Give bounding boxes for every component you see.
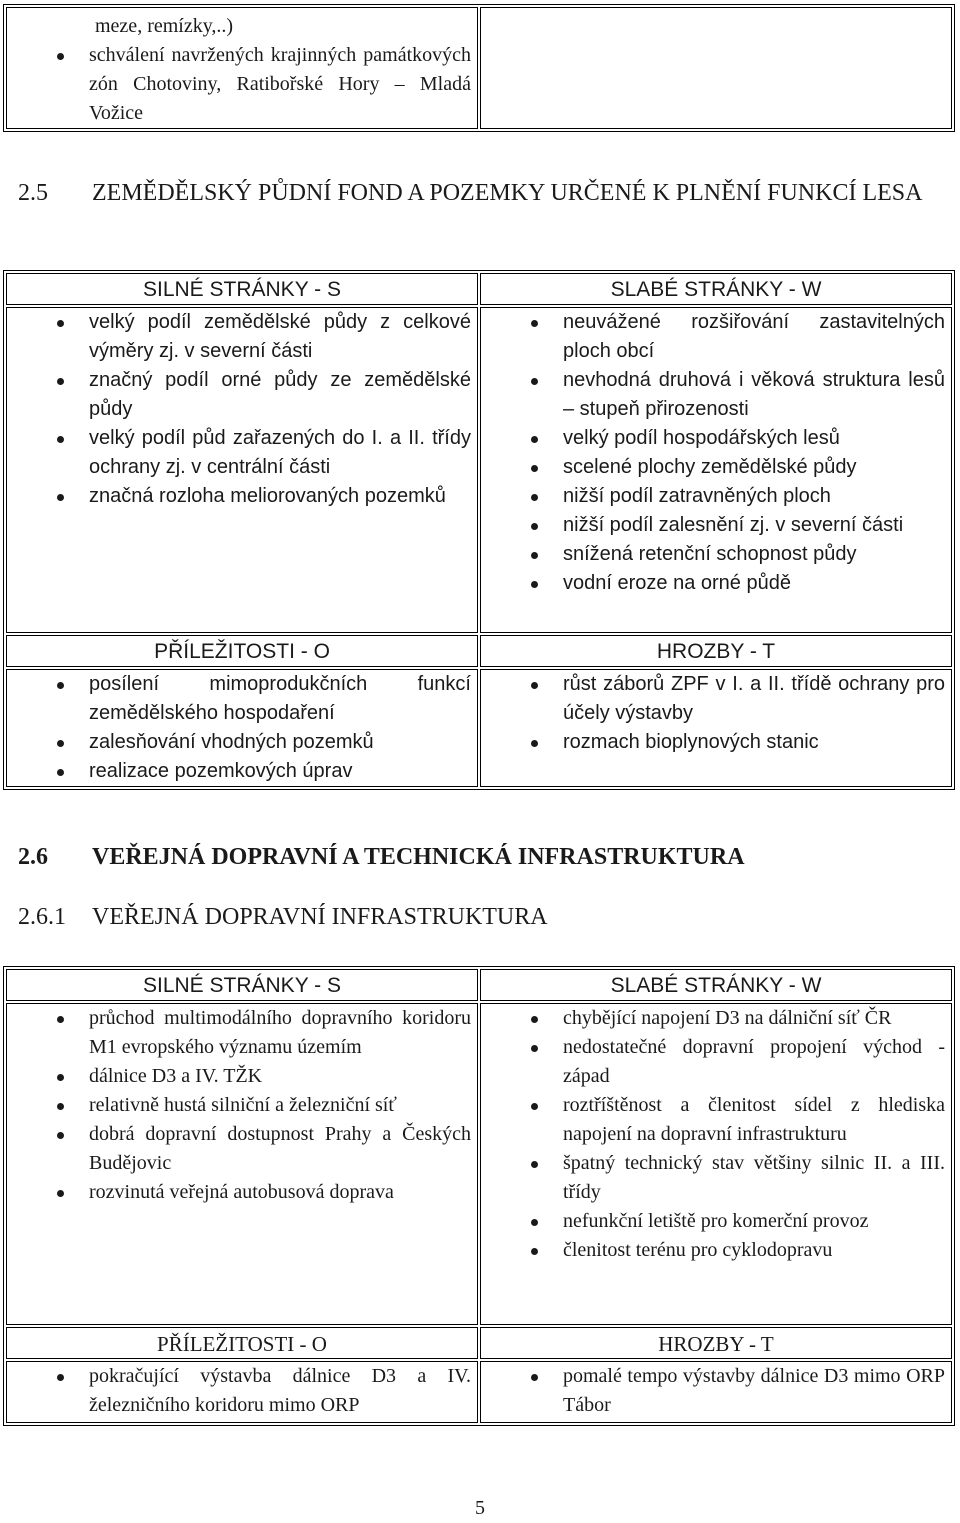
list-item: značný podíl orné půdy ze zemědělské půdy [7,366,477,424]
section-title: VEŘEJNÁ DOPRAVNÍ A TECHNICKÁ INFRASTRUKTURA [92,844,745,870]
list-item: růst záborů ZPF v I. a II. třídě ochrany pro účely výstavby [481,670,951,728]
list-item: snížená retenční schopnost půdy [481,540,951,569]
threats-header: HROZBY - T [480,635,952,667]
opportunities-header: PŘÍLEŽITOSTI - O [6,1327,478,1359]
list-item: nedostatečné dopravní propojení východ - západ [481,1033,951,1091]
list-item: zalesňování vhodných pozemků [7,728,477,757]
list-item: rozvinutá veřejná autobusová doprava [7,1178,477,1207]
top-table-continuation-text: meze, remízky,..) [95,15,234,37]
swot-table-2-5 [3,270,955,790]
opportunities-cell [6,669,478,787]
list-item: posílení mimoprodukčních funkcí zemědělského hospodaření [7,670,477,728]
threats-cell [480,1361,952,1423]
list-item: scelené plochy zemědělské půdy [481,453,951,482]
section-heading-2-5 [18,178,938,208]
threats-cell [480,669,952,787]
threats-header: HROZBY - T [480,1327,952,1359]
section-heading-2-6-1 [18,902,938,932]
list-item: velký podíl půd zařazených do I. a II. třídy ochrany zj. v centrální části [7,424,477,482]
weaknesses-header: SLABÉ STRÁNKY - W [480,273,952,305]
list-item: nevhodná druhová i věková struktura lesů – stupeň přirozenosti [481,366,951,424]
list-item: dálnice D3 a IV. TŽK [7,1062,477,1091]
weaknesses-header: SLABÉ STRÁNKY - W [480,969,952,1001]
list-item: nižší podíl zalesnění zj. v severní části [481,511,951,540]
section-heading-2-6 [18,842,938,872]
top-table-right-cell [480,7,952,129]
strengths-cell [6,307,478,633]
list-item: špatný technický stav většiny silnic II. a III. třídy [481,1149,951,1207]
top-table-left-cell [6,7,478,129]
list-item: pokračující výstavba dálnice D3 a IV. železničního koridoru mimo ORP [7,1362,477,1420]
swot-table-2-6-1 [3,966,955,1426]
list-item: realizace pozemkových úprav [7,757,477,786]
list-item: relativně hustá silniční a železniční síť [7,1091,477,1120]
list-item: průchod multimodálního dopravního koridoru M1 evropského významu územím [7,1004,477,1062]
opportunities-header: PŘÍLEŽITOSTI - O [6,635,478,667]
list-item: neuvážené rozšiřování zastavitelných ploch obcí [481,308,951,366]
list-item: rozmach bioplynových stanic [481,728,951,757]
list-item: velký podíl hospodářských lesů [481,424,951,453]
weaknesses-cell [480,1003,952,1325]
weaknesses-cell [480,307,952,633]
strengths-header: SILNÉ STRÁNKY - S [6,969,478,1001]
list-item: dobrá dopravní dostupnost Prahy a Českých Budějovic [7,1120,477,1178]
list-item: značná rozloha meliorovaných pozemků [7,482,477,511]
top-table [3,4,955,132]
list-item: schválení navržených krajinných památkových zón Chotoviny, Ratibořské Hory – Mladá Vožice [7,41,477,128]
list-item: pomalé tempo výstavby dálnice D3 mimo ORP Tábor [481,1362,951,1420]
list-item: vodní eroze na orné půdě [481,569,951,598]
list-item: roztříštěnost a členitost sídel z hlediska napojení na dopravní infrastrukturu [481,1091,951,1149]
strengths-cell [6,1003,478,1325]
list-item: členitost terénu pro cyklodopravu [481,1236,951,1265]
strengths-header: SILNÉ STRÁNKY - S [6,273,478,305]
opportunities-cell [6,1361,478,1423]
list-item: nižší podíl zatravněných ploch [481,482,951,511]
section-title: ZEMĚDĚLSKÝ PŮDNÍ FOND A POZEMKY URČENÉ K PLNĚNÍ FUNKCÍ LESA [92,180,923,206]
section-number: 2.6 [18,844,48,870]
section-number: 2.6.1 [18,904,66,930]
section-number: 2.5 [18,180,48,206]
list-item: velký podíl zemědělské půdy z celkové výměry zj. v severní části [7,308,477,366]
list-item: chybějící napojení D3 na dálniční síť ČR [481,1004,951,1033]
list-item: nefunkční letiště pro komerční provoz [481,1207,951,1236]
page-number: 5 [475,1497,485,1519]
section-title: VEŘEJNÁ DOPRAVNÍ INFRASTRUKTURA [92,904,548,930]
